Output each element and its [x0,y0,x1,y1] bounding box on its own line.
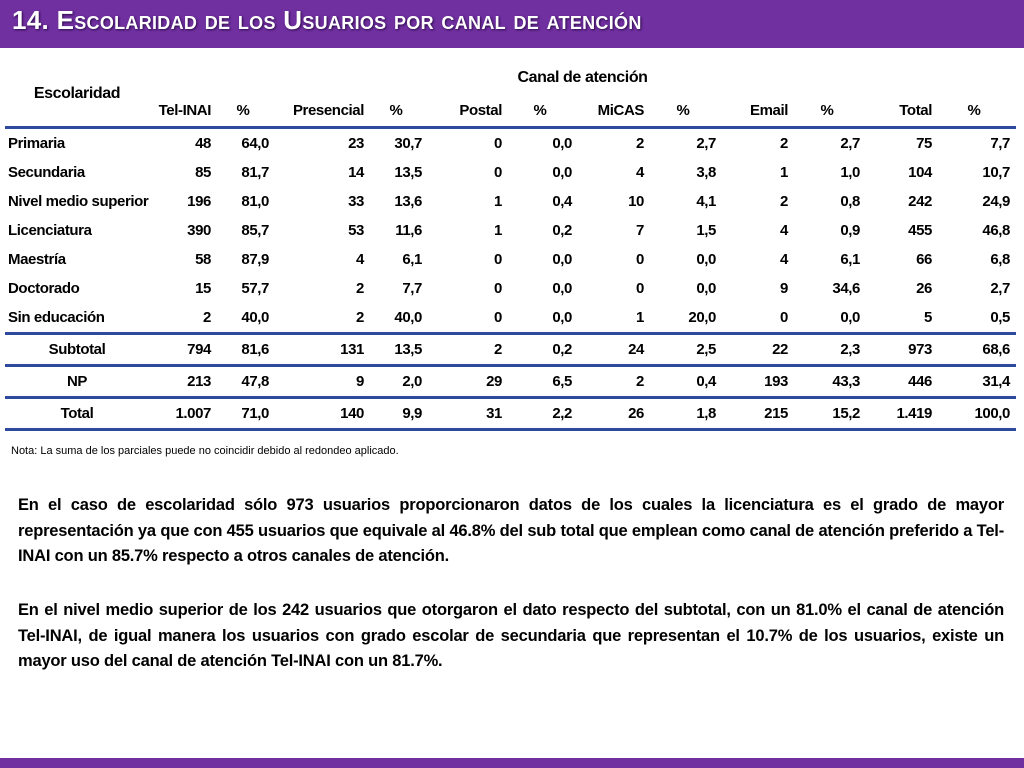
cell: 40,0 [241,309,269,326]
cell: 2,2 [508,398,578,430]
col-header: Total [866,94,938,128]
cell: 20,0 [688,309,716,326]
cell: 0,0 [552,309,572,326]
cell: 1 [494,193,502,210]
cell: 24 [578,334,650,366]
cell: 0 [636,251,644,268]
cell: 2,0 [402,373,422,390]
paragraph: En el caso de escolaridad sólo 973 usuarios proporcionaron datos de los cuales la licenciatura es el grado de mayor representación ya que con 455 usuarios que equivale al 46.8% del sub total que emplean como canal de atención preferido a Tel-INAI con un 85.7% respecto a otros canales de atención. [18,496,1004,565]
cell: 4,1 [696,193,716,210]
cell: 85,7 [241,222,269,239]
cell: 0 [494,309,502,326]
cell: 446 [908,373,932,390]
cell: 0 [780,309,788,326]
table-row [5,216,1016,245]
cell: 0,9 [840,222,860,239]
subtotal-row [5,334,1016,366]
cell: 213 [187,373,211,390]
cell: 15,2 [794,398,866,430]
col-header: % [650,94,722,128]
cell: 0,0 [552,135,572,152]
cell: 2,7 [696,135,716,152]
cell: 1 [636,309,644,326]
cell: 48 [195,135,211,152]
table-row [5,303,1016,334]
cell: 0,4 [552,193,572,210]
cell: 0 [494,251,502,268]
cell: 0 [636,280,644,297]
group-header: Canal de atención [517,69,648,86]
table-row [5,274,1016,303]
cell: 14 [348,164,364,181]
bottom-bar [0,758,1024,768]
title-bar [0,0,1024,48]
cell: 7,7 [990,135,1010,152]
table-row [5,128,1016,159]
cell: 46,8 [982,222,1010,239]
cell: 57,7 [241,280,269,297]
cell: 13,5 [394,164,422,181]
cell: 1,5 [696,222,716,239]
cell: 31 [428,398,508,430]
cell: 34,6 [832,280,860,297]
cell: 6,1 [840,251,860,268]
cell: 140 [275,398,370,430]
cell: 196 [187,193,211,210]
cell: 11,6 [395,222,422,239]
col-header: % [794,94,866,128]
cell: 4 [780,222,788,239]
col-header: Tel-INAI [155,94,217,128]
cell: 0,2 [508,334,578,366]
table-row [5,158,1016,187]
cell: 104 [908,164,932,181]
cell: 33 [348,193,364,210]
table-row [5,245,1016,274]
cell: 2,3 [794,334,866,366]
cell: 5 [924,309,932,326]
cell: 1,0 [840,164,860,181]
cell: 1,8 [650,398,722,430]
col-header: % [508,94,578,128]
cell: 4 [636,164,644,181]
cell: 68,6 [938,334,1016,366]
escolaridad-table [5,62,1016,431]
col-header: Postal [428,94,508,128]
row-label: Secundaria [8,164,85,181]
cell: 455 [908,222,932,239]
cell: 23 [348,135,364,152]
cell: 58 [195,251,211,268]
cell: 1 [494,222,502,239]
cell: 6,1 [402,251,422,268]
cell: 43,3 [832,373,860,390]
cell: 0,2 [552,222,572,239]
cell: 4 [356,251,364,268]
cell: 2 [780,193,788,210]
cell: 30,7 [394,135,422,152]
cell: 0,8 [840,193,860,210]
cell: 1.007 [155,398,217,430]
row-label: Doctorado [8,280,80,297]
cell: 2 [636,135,644,152]
cell: 7 [636,222,644,239]
cell: 2,7 [990,280,1010,297]
cell: 0,0 [552,164,572,181]
cell: 2 [356,280,364,297]
cell: 31,4 [982,373,1010,390]
cell: 193 [764,373,788,390]
cell: 26 [578,398,650,430]
cell: 24,9 [982,193,1010,210]
cell: 131 [275,334,370,366]
cell: 7,7 [402,280,422,297]
cell: 9 [356,373,364,390]
cell: 6,5 [552,373,572,390]
cell: 2 [780,135,788,152]
cell: 0,0 [552,280,572,297]
cell: 15 [195,280,211,297]
cell: 9 [780,280,788,297]
cell: 2 [636,373,644,390]
cell: 26 [916,280,932,297]
cell: 22 [722,334,794,366]
paragraph: En el nivel medio superior de los 242 usuarios que otorgaron el dato respecto del subtotal, con un 81.0% el canal de atención Tel-INAI, de igual manera los usuarios con grado escolar de secundaria que representan el 10.7% de los usuarios, existe un mayor uso del canal de atención Tel-INAI con un 81.7%. [18,601,1004,670]
col-header: Presencial [275,94,370,128]
cell: 794 [155,334,217,366]
cell: 0,0 [840,309,860,326]
cell: 29 [486,373,502,390]
col-header: Email [722,94,794,128]
row-label: Sin educación [8,309,105,326]
cell: 0,0 [696,251,716,268]
table-note: Nota: La suma de los parciales puede no coincidir debido al redondeo aplicado. [11,445,399,457]
cell: 81,6 [217,334,275,366]
cell: 390 [187,222,211,239]
cell: 13,5 [370,334,428,366]
np-row [5,366,1016,398]
cell: 973 [866,334,938,366]
row-label: Licenciatura [8,222,92,239]
cell: 0,4 [696,373,716,390]
cell: 2,7 [840,135,860,152]
row-label: NP [66,373,88,390]
cell: 100,0 [938,398,1016,430]
cell: 13,6 [394,193,422,210]
row-label: Maestría [8,251,66,268]
cell: 87,9 [241,251,269,268]
cell: 64,0 [241,135,269,152]
cell: 4 [780,251,788,268]
cell: 0 [494,135,502,152]
cell: 53 [348,222,364,239]
cell: 242 [908,193,932,210]
col-header: % [370,94,428,128]
cell: 2 [428,334,508,366]
cell: 1.419 [866,398,938,430]
cell: 81,0 [241,193,269,210]
cell: 6,8 [990,251,1010,268]
col-header: MiCAS [578,94,650,128]
cell: 0 [494,164,502,181]
cell: 9,9 [370,398,428,430]
cell: 10 [628,193,644,210]
cell: 1 [780,164,788,181]
cell: 215 [722,398,794,430]
cell: 0,0 [696,280,716,297]
cell: 2 [356,309,364,326]
cell: 47,8 [241,373,269,390]
row-header: Escolaridad [5,62,155,128]
escolaridad-table-wrap [5,62,1016,431]
total-row [5,398,1016,430]
cell: 0 [494,280,502,297]
cell: 3,8 [696,164,716,181]
cell: 81,7 [241,164,269,181]
cell: 0,0 [552,251,572,268]
row-label: Subtotal [5,334,155,366]
cell: 40,0 [394,309,422,326]
cell: 71,0 [217,398,275,430]
row-label: Total [5,398,155,430]
cell: 66 [916,251,932,268]
col-header: % [217,94,275,128]
row-label: Primaria [8,135,65,152]
cell: 0,5 [990,309,1010,326]
cell: 85 [195,164,211,181]
col-header: % [938,94,1016,128]
row-label: Nivel medio superior [8,193,149,210]
cell: 2,5 [650,334,722,366]
cell: 75 [916,135,932,152]
cell: 2 [203,309,211,326]
page-title: 14. Escolaridad de los Usuarios por canal de atención [12,5,642,35]
table-row [5,187,1016,216]
cell: 10,7 [982,164,1010,181]
